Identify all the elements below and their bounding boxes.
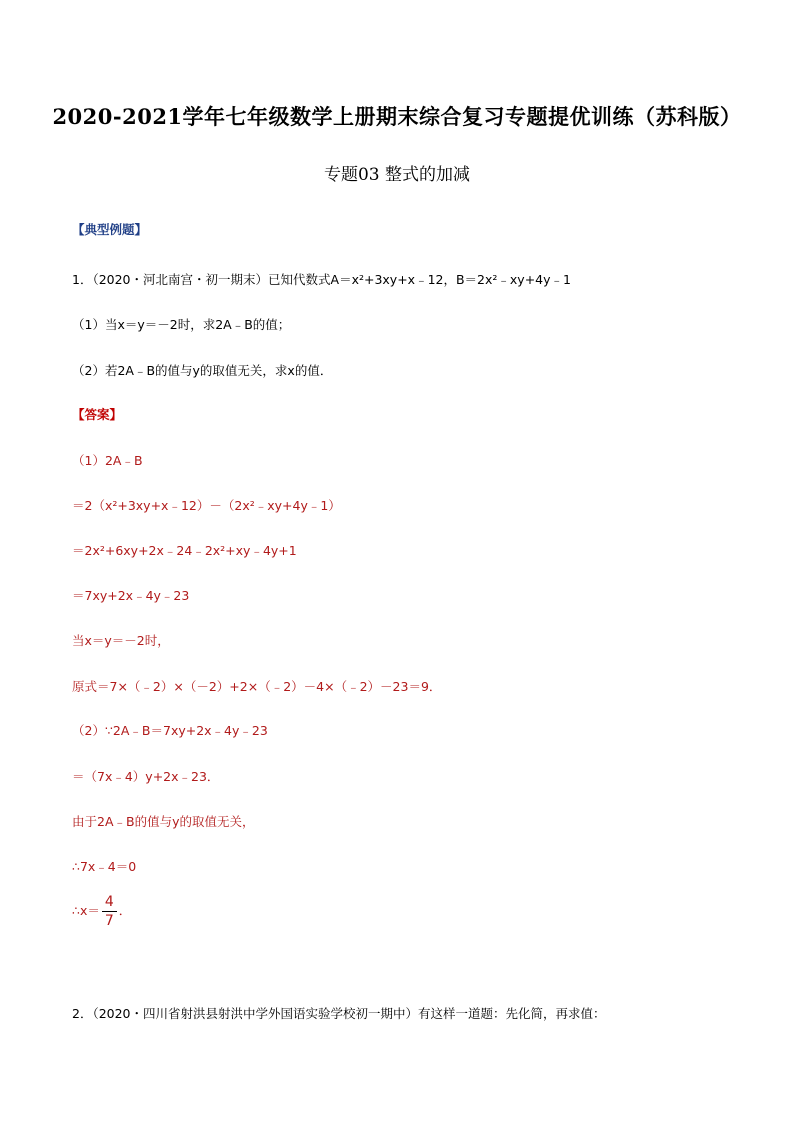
solution-line-10: ∴7x﹣4＝0 bbox=[72, 859, 137, 874]
solution-line-8: ＝（7x﹣4）y+2x﹣23． bbox=[72, 769, 220, 784]
question-1-part-1: （1）当x＝y＝－2时，求2A﹣B的值； bbox=[72, 317, 291, 332]
solution-line-5: 当x＝y＝－2时， bbox=[72, 633, 170, 648]
document-title: 2020-2021学年七年级数学上册期末综合复习专题提优训练（苏科版） bbox=[52, 104, 742, 129]
question-2-stem: 2．（2020・四川省射洪县射洪中学外国语实验学校初一期中）有这样一道题：先化简，再求值： bbox=[72, 1006, 606, 1021]
fraction-denominator: 7 bbox=[104, 913, 114, 929]
solution-line-6: 原式＝7×（﹣2）×（－2）+2×（﹣2）－4×（﹣2）－23＝9． bbox=[72, 679, 442, 694]
solution-line-4: ＝7xy+2x﹣4y﹣23 bbox=[72, 588, 190, 603]
fraction-numerator: 4 bbox=[102, 893, 117, 912]
fraction bbox=[102, 893, 117, 930]
solution-line-11 bbox=[72, 893, 131, 930]
topic-subtitle: 专题03 整式的加减 bbox=[323, 165, 471, 185]
solution-line-1: （1）2A﹣B bbox=[72, 453, 143, 468]
section-label: 【典型例题】 bbox=[72, 222, 148, 237]
solution-line-2: ＝2（x²+3xy+x﹣12）－（2x²﹣xy+4y﹣1） bbox=[72, 498, 341, 513]
answer-label: 【答案】 bbox=[72, 407, 123, 422]
solution-line-11-suffix: ． bbox=[118, 903, 132, 918]
solution-line-7: （2）∵2A﹣B＝7xy+2x﹣4y﹣23 bbox=[72, 723, 268, 738]
solution-line-3: ＝2x²+6xy+2x﹣24﹣2x²+xy﹣4y+1 bbox=[72, 543, 297, 558]
solution-line-11-prefix: ∴x＝ bbox=[72, 903, 100, 918]
question-1-part-2: （2）若2A﹣B的值与y的取值无关，求x的值． bbox=[72, 363, 333, 378]
solution-line-9: 由于2A﹣B的值与y的取值无关， bbox=[72, 814, 255, 829]
question-1-stem: 1．（2020・河北南宫・初一期末）已知代数式A＝x²+3xy+x﹣12，B＝2x²﹣xy+4y﹣1 bbox=[72, 272, 571, 287]
